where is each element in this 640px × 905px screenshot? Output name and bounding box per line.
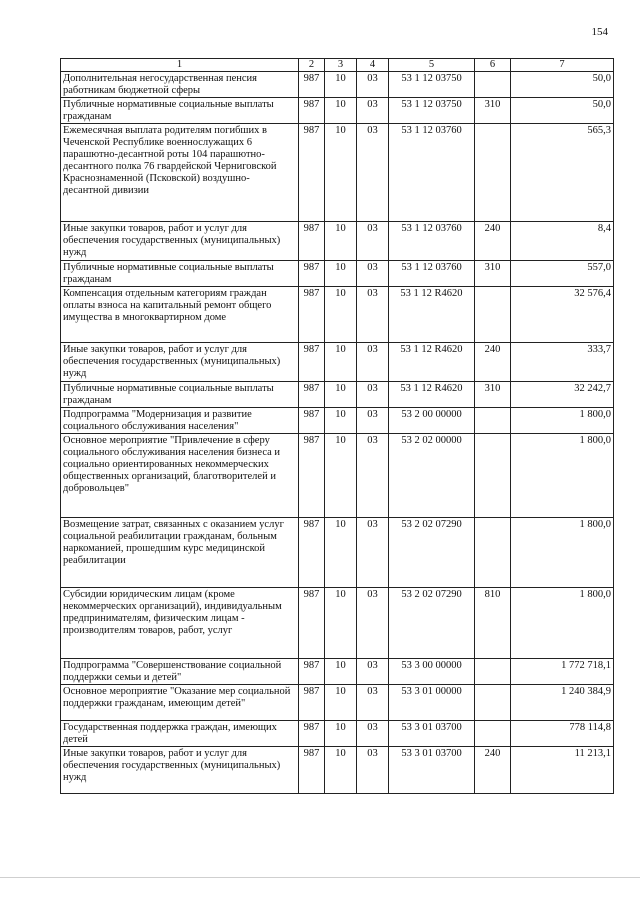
row-sum-cell: 50,0 [511, 72, 614, 98]
row-pr-cell: 03 [357, 222, 389, 261]
row-ved-cell: 987 [299, 222, 325, 261]
row-ved-cell: 987 [299, 588, 325, 659]
table-row [61, 124, 614, 222]
row-rz-cell: 10 [325, 261, 357, 287]
row-sum-cell: 8,4 [511, 222, 614, 261]
row-pr-cell: 03 [357, 685, 389, 721]
row-ved-cell: 987 [299, 518, 325, 588]
row-ved-cell: 987 [299, 685, 325, 721]
row-name-cell: Подпрограмма "Модернизация и развитие социального обслуживания населения" [61, 408, 299, 434]
row-ved-cell: 987 [299, 434, 325, 518]
row-ved-cell: 987 [299, 98, 325, 124]
row-sum-cell: 32 242,7 [511, 382, 614, 408]
row-vr-cell: 310 [475, 382, 511, 408]
row-sum-cell: 778 114,8 [511, 721, 614, 747]
row-pr-cell: 03 [357, 659, 389, 685]
scan-edge-line [0, 877, 640, 878]
row-name-cell: Основное мероприятие "Привлечение в сферу социального обслуживания населения бизнеса и социально ориентированных некоммерческих общественных организаций, благотворителей и добровольцев" [61, 434, 299, 518]
row-csr-cell: 53 2 02 07290 [389, 588, 475, 659]
row-sum-cell: 1 240 384,9 [511, 685, 614, 721]
row-pr-cell: 03 [357, 747, 389, 794]
row-vr-cell [475, 408, 511, 434]
header-cell: 2 [299, 59, 325, 72]
row-ved-cell: 987 [299, 343, 325, 382]
row-name-cell: Публичные нормативные социальные выплаты гражданам [61, 261, 299, 287]
header-cell: 6 [475, 59, 511, 72]
row-vr-cell [475, 287, 511, 343]
row-sum-cell: 1 800,0 [511, 588, 614, 659]
table-row [61, 659, 614, 685]
row-rz-cell: 10 [325, 222, 357, 261]
row-rz-cell: 10 [325, 721, 357, 747]
row-pr-cell: 03 [357, 721, 389, 747]
row-rz-cell: 10 [325, 434, 357, 518]
row-ved-cell: 987 [299, 72, 325, 98]
row-name-cell: Возмещение затрат, связанных с оказанием услуг социальной реабилитации гражданам, больным наркоманией, прошедшим курс медицинской реабилитации [61, 518, 299, 588]
row-vr-cell [475, 659, 511, 685]
row-sum-cell: 333,7 [511, 343, 614, 382]
row-sum-cell: 1 800,0 [511, 518, 614, 588]
row-pr-cell: 03 [357, 261, 389, 287]
row-ved-cell: 987 [299, 408, 325, 434]
row-rz-cell: 10 [325, 382, 357, 408]
row-name-cell: Подпрограмма "Совершенствование социальной поддержки семьи и детей" [61, 659, 299, 685]
row-name-cell: Компенсация отдельным категориям граждан оплаты взноса на капитальный ремонт общего имущества в многоквартирном доме [61, 287, 299, 343]
table-row [61, 72, 614, 98]
row-vr-cell [475, 721, 511, 747]
header-cell: 1 [61, 59, 299, 72]
row-csr-cell: 53 1 12 R4620 [389, 343, 475, 382]
row-rz-cell: 10 [325, 659, 357, 685]
row-sum-cell: 1 800,0 [511, 434, 614, 518]
row-name-cell: Субсидии юридическим лицам (кроме некоммерческих организаций), индивидуальным предпринимателям, физическим лицам - производителям товаров, работ, услуг [61, 588, 299, 659]
row-vr-cell [475, 124, 511, 222]
row-sum-cell: 11 213,1 [511, 747, 614, 794]
row-name-cell: Ежемесячная выплата родителям погибших в Чеченской Республике военнослужащих 6 парашютно-десантной роты 104 парашютно-десантного полка 76 гвардейской Черниговской Краснознаменной (Псковской) воздушно-десантной дивизии [61, 124, 299, 222]
table-row [61, 222, 614, 261]
table-row [61, 343, 614, 382]
page-number: 154 [591, 26, 608, 38]
row-ved-cell: 987 [299, 382, 325, 408]
row-pr-cell: 03 [357, 588, 389, 659]
row-pr-cell: 03 [357, 287, 389, 343]
table-row [61, 518, 614, 588]
row-vr-cell: 810 [475, 588, 511, 659]
row-name-cell: Иные закупки товаров, работ и услуг для обеспечения государственных (муниципальных) нужд [61, 747, 299, 794]
table-row [61, 685, 614, 721]
row-csr-cell: 53 1 12 03760 [389, 261, 475, 287]
table-header-row [61, 59, 614, 72]
table-row [61, 287, 614, 343]
row-rz-cell: 10 [325, 518, 357, 588]
header-cell: 3 [325, 59, 357, 72]
row-ved-cell: 987 [299, 721, 325, 747]
row-pr-cell: 03 [357, 124, 389, 222]
row-sum-cell: 50,0 [511, 98, 614, 124]
row-sum-cell: 1 772 718,1 [511, 659, 614, 685]
row-ved-cell: 987 [299, 659, 325, 685]
row-vr-cell [475, 518, 511, 588]
row-csr-cell: 53 1 12 R4620 [389, 287, 475, 343]
row-name-cell: Государственная поддержка граждан, имеющих детей [61, 721, 299, 747]
row-pr-cell: 03 [357, 98, 389, 124]
row-vr-cell: 240 [475, 343, 511, 382]
row-rz-cell: 10 [325, 747, 357, 794]
row-vr-cell: 310 [475, 98, 511, 124]
row-sum-cell: 557,0 [511, 261, 614, 287]
header-cell: 5 [389, 59, 475, 72]
row-ved-cell: 987 [299, 261, 325, 287]
row-pr-cell: 03 [357, 343, 389, 382]
row-pr-cell: 03 [357, 518, 389, 588]
row-csr-cell: 53 3 01 00000 [389, 685, 475, 721]
row-rz-cell: 10 [325, 408, 357, 434]
table-row [61, 721, 614, 747]
row-vr-cell [475, 72, 511, 98]
row-rz-cell: 10 [325, 72, 357, 98]
row-csr-cell: 53 2 02 00000 [389, 434, 475, 518]
row-name-cell: Основное мероприятие "Оказание мер социальной поддержки гражданам, имеющим детей" [61, 685, 299, 721]
row-csr-cell: 53 1 12 03760 [389, 124, 475, 222]
table-row [61, 408, 614, 434]
row-sum-cell: 565,3 [511, 124, 614, 222]
row-ved-cell: 987 [299, 747, 325, 794]
row-pr-cell: 03 [357, 72, 389, 98]
row-csr-cell: 53 3 01 03700 [389, 721, 475, 747]
table-row [61, 98, 614, 124]
header-cell: 7 [511, 59, 614, 72]
row-ved-cell: 987 [299, 287, 325, 343]
row-csr-cell: 53 1 12 03760 [389, 222, 475, 261]
row-csr-cell: 53 1 12 R4620 [389, 382, 475, 408]
row-csr-cell: 53 3 01 03700 [389, 747, 475, 794]
row-rz-cell: 10 [325, 287, 357, 343]
row-csr-cell: 53 1 12 03750 [389, 98, 475, 124]
budget-table [60, 58, 614, 794]
table-row [61, 588, 614, 659]
header-cell: 4 [357, 59, 389, 72]
row-vr-cell: 240 [475, 747, 511, 794]
row-rz-cell: 10 [325, 343, 357, 382]
row-pr-cell: 03 [357, 408, 389, 434]
row-name-cell: Публичные нормативные социальные выплаты гражданам [61, 98, 299, 124]
row-vr-cell: 310 [475, 261, 511, 287]
row-rz-cell: 10 [325, 685, 357, 721]
row-name-cell: Дополнительная негосударственная пенсия работникам бюджетной сферы [61, 72, 299, 98]
row-sum-cell: 32 576,4 [511, 287, 614, 343]
row-csr-cell: 53 3 00 00000 [389, 659, 475, 685]
table-row [61, 747, 614, 794]
row-pr-cell: 03 [357, 434, 389, 518]
row-vr-cell [475, 685, 511, 721]
row-ved-cell: 987 [299, 124, 325, 222]
table-row [61, 382, 614, 408]
row-pr-cell: 03 [357, 382, 389, 408]
row-name-cell: Иные закупки товаров, работ и услуг для обеспечения государственных (муниципальных) нужд [61, 343, 299, 382]
row-csr-cell: 53 2 02 07290 [389, 518, 475, 588]
table-row [61, 261, 614, 287]
row-sum-cell: 1 800,0 [511, 408, 614, 434]
row-csr-cell: 53 2 00 00000 [389, 408, 475, 434]
row-name-cell: Публичные нормативные социальные выплаты гражданам [61, 382, 299, 408]
row-vr-cell [475, 434, 511, 518]
row-name-cell: Иные закупки товаров, работ и услуг для обеспечения государственных (муниципальных) нужд [61, 222, 299, 261]
row-vr-cell: 240 [475, 222, 511, 261]
row-rz-cell: 10 [325, 98, 357, 124]
row-csr-cell: 53 1 12 03750 [389, 72, 475, 98]
row-rz-cell: 10 [325, 588, 357, 659]
row-rz-cell: 10 [325, 124, 357, 222]
table-row [61, 434, 614, 518]
